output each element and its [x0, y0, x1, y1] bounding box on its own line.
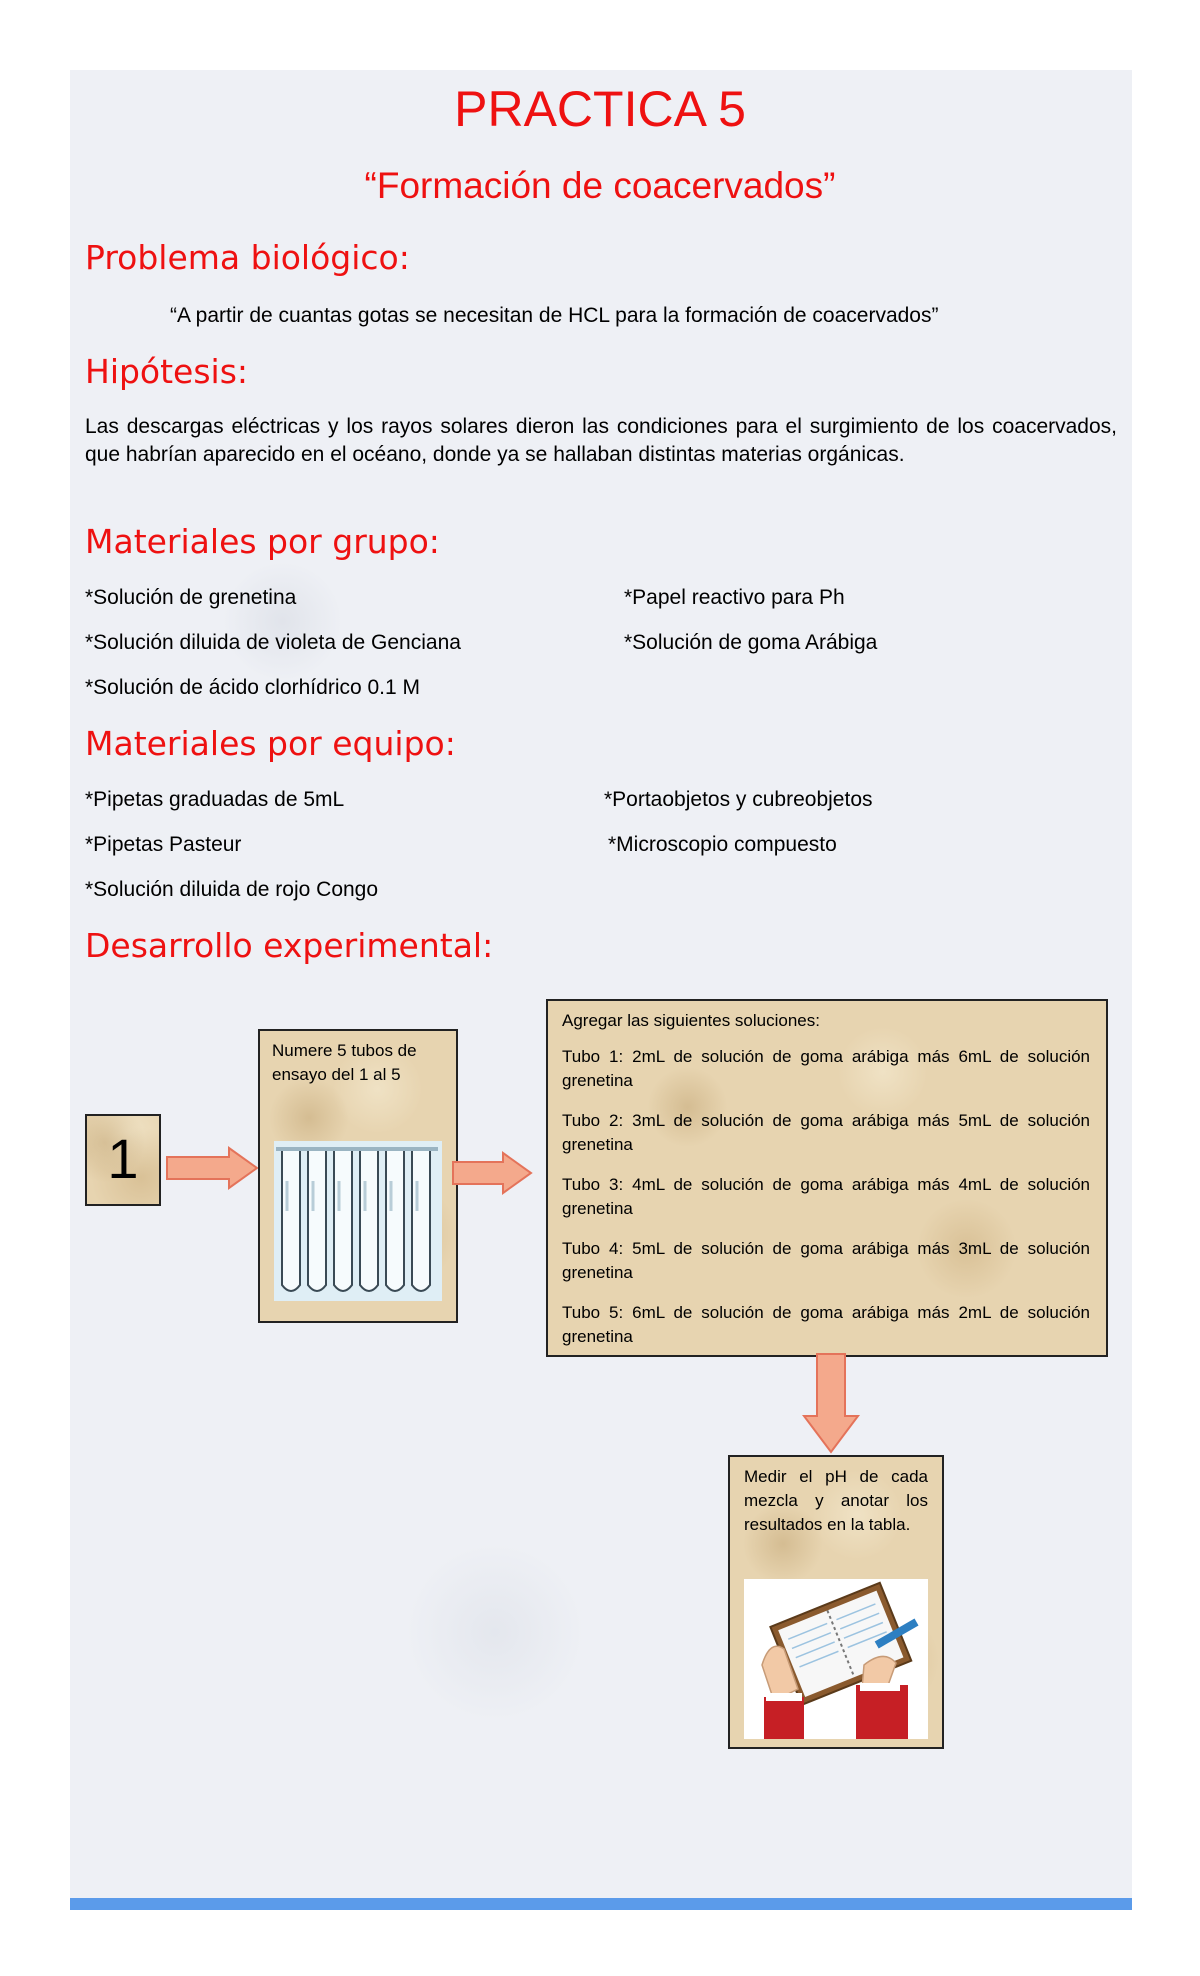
material-equipo-item: *Portaobjetos y cubreobjetos — [604, 788, 873, 811]
material-equipo-item: *Solución diluida de rojo Congo — [85, 878, 379, 901]
material-grupo-item: *Papel reactivo para Ph — [624, 586, 845, 609]
material-equipo-item: *Pipetas Pasteur — [85, 833, 242, 856]
heading-materiales-equipo: Materiales por equipo: — [85, 724, 456, 763]
heading-problema: Problema biológico: — [85, 238, 410, 277]
arrow-right-icon — [451, 1151, 533, 1195]
box2-intro: Agregar las siguientes soluciones: — [562, 1011, 820, 1030]
arrow-right-icon — [165, 1146, 259, 1190]
material-equipo-item: *Microscopio compuesto — [608, 833, 837, 856]
test-tubes-image — [274, 1141, 442, 1301]
heading-desarrollo: Desarrollo experimental: — [85, 926, 494, 965]
page-background — [70, 70, 1132, 1908]
step-box-tubos — [258, 1029, 458, 1323]
page-subtitle: “Formación de coacervados” — [364, 165, 836, 206]
tubo-item: Tubo 2: 3mL de solución de goma arábiga más 5mL de solución grenetina — [562, 1111, 1090, 1154]
heading-materiales-grupo: Materiales por grupo: — [85, 522, 440, 561]
tubo-item: Tubo 1: 2mL de solución de goma arábiga más 6mL de solución grenetina — [562, 1047, 1090, 1090]
step-number-box — [85, 1114, 161, 1206]
box1-text: Numere 5 tubos de ensayo del 1 al 5 — [272, 1041, 417, 1084]
heading-hipotesis: Hipótesis: — [85, 352, 249, 391]
material-grupo-item: *Solución diluida de violeta de Genciana — [85, 631, 461, 654]
material-grupo-item: *Solución de goma Arábiga — [624, 631, 878, 654]
material-equipo-item: *Pipetas graduadas de 5mL — [85, 788, 345, 811]
tubo-item: Tubo 5: 6mL de solución de goma arábiga más 2mL de solución grenetina — [562, 1303, 1090, 1346]
page-title: PRACTICA 5 — [454, 81, 746, 137]
step-box-soluciones — [546, 999, 1108, 1357]
material-grupo-item: *Solución de ácido clorhídrico 0.1 M — [85, 676, 421, 699]
material-grupo-item: *Solución de grenetina — [85, 586, 297, 609]
hipotesis-text: Las descargas eléctricas y los rayos solares dieron las condiciones para el surgimiento de los coacervados, que habrían aparecido en el océano, donde ya se hallaban distintas materias orgánicas. — [85, 415, 1117, 466]
step-number: 1 — [107, 1127, 139, 1190]
tubo-item: Tubo 3: 4mL de solución de goma arábiga más 4mL de solución grenetina — [562, 1175, 1090, 1218]
tubo-item: Tubo 4: 5mL de solución de goma arábiga más 3mL de solución grenetina — [562, 1239, 1090, 1282]
writing-notebook-image — [744, 1579, 928, 1739]
box3-text: Medir el pH de cada mezcla y anotar los resultados en la tabla. — [744, 1467, 928, 1534]
step-box-medir-ph — [728, 1455, 944, 1749]
footer-accent-bar — [70, 1898, 1132, 1910]
arrow-down-icon — [802, 1352, 860, 1454]
problema-text: “A partir de cuantas gotas se necesitan de HCL para la formación de coacervados” — [170, 304, 939, 327]
